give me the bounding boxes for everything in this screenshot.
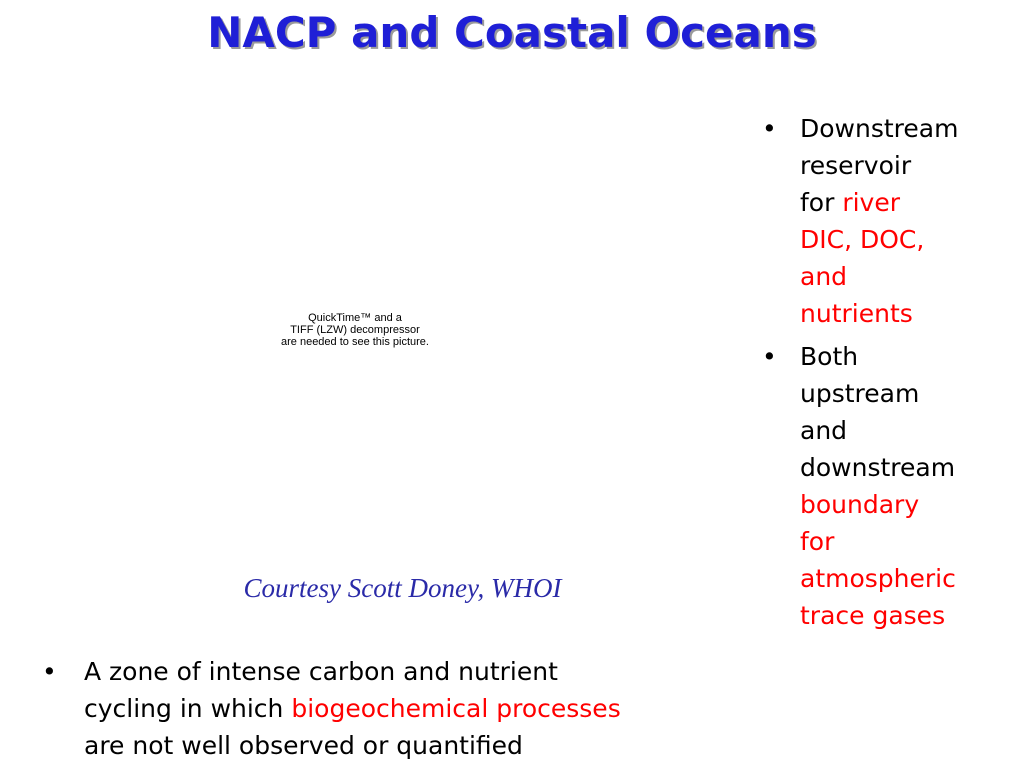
bullet-line: upstream bbox=[800, 379, 920, 408]
right-bullet-list bbox=[762, 110, 1022, 640]
highlight-text: nutrients bbox=[800, 299, 913, 328]
bullet-item-boundary bbox=[762, 338, 1022, 634]
highlight-text: river bbox=[842, 188, 901, 217]
highlight-text: DIC, DOC, bbox=[800, 225, 925, 254]
highlight-text: biogeochemical processes bbox=[291, 694, 621, 723]
bullet-line: cycling in which bbox=[84, 694, 292, 723]
placeholder-line-2: TIFF (LZW) decompressor bbox=[290, 324, 420, 336]
bullet-text bbox=[800, 338, 1022, 634]
bullet-line: reservoir bbox=[800, 151, 912, 180]
bullet-line: are not well observed or quantified bbox=[84, 731, 523, 760]
bullet-dot: • bbox=[42, 657, 57, 686]
highlight-text: boundary bbox=[800, 490, 920, 519]
highlight-text: for bbox=[800, 527, 835, 556]
bullet-line: Both bbox=[800, 342, 859, 371]
bullet-line: and bbox=[800, 416, 848, 445]
bullet-dot: • bbox=[762, 342, 777, 371]
highlight-text: trace gases bbox=[800, 601, 946, 630]
placeholder-line-3: are needed to see this picture. bbox=[281, 336, 429, 348]
bullet-line: Downstream bbox=[800, 114, 959, 143]
bullet-line: downstream bbox=[800, 453, 956, 482]
placeholder-line-1: QuickTime™ and a bbox=[308, 312, 402, 324]
highlight-text: and bbox=[800, 262, 848, 291]
slide-title: NACP and Coastal Oceans bbox=[207, 8, 817, 57]
bullet-text bbox=[800, 110, 1022, 332]
bullet-line: A zone of intense carbon and nutrient bbox=[84, 657, 558, 686]
highlight-text: atmospheric bbox=[800, 564, 956, 593]
bullet-line: for bbox=[800, 188, 843, 217]
bullet-item-downstream-reservoir bbox=[762, 110, 1022, 332]
image-placeholder bbox=[200, 312, 510, 348]
bullet-item-intense-cycling bbox=[42, 653, 762, 764]
bottom-bullet-list bbox=[42, 653, 762, 764]
bullet-dot: • bbox=[762, 114, 777, 143]
image-caption: Courtesy Scott Doney, WHOI bbox=[243, 573, 562, 603]
